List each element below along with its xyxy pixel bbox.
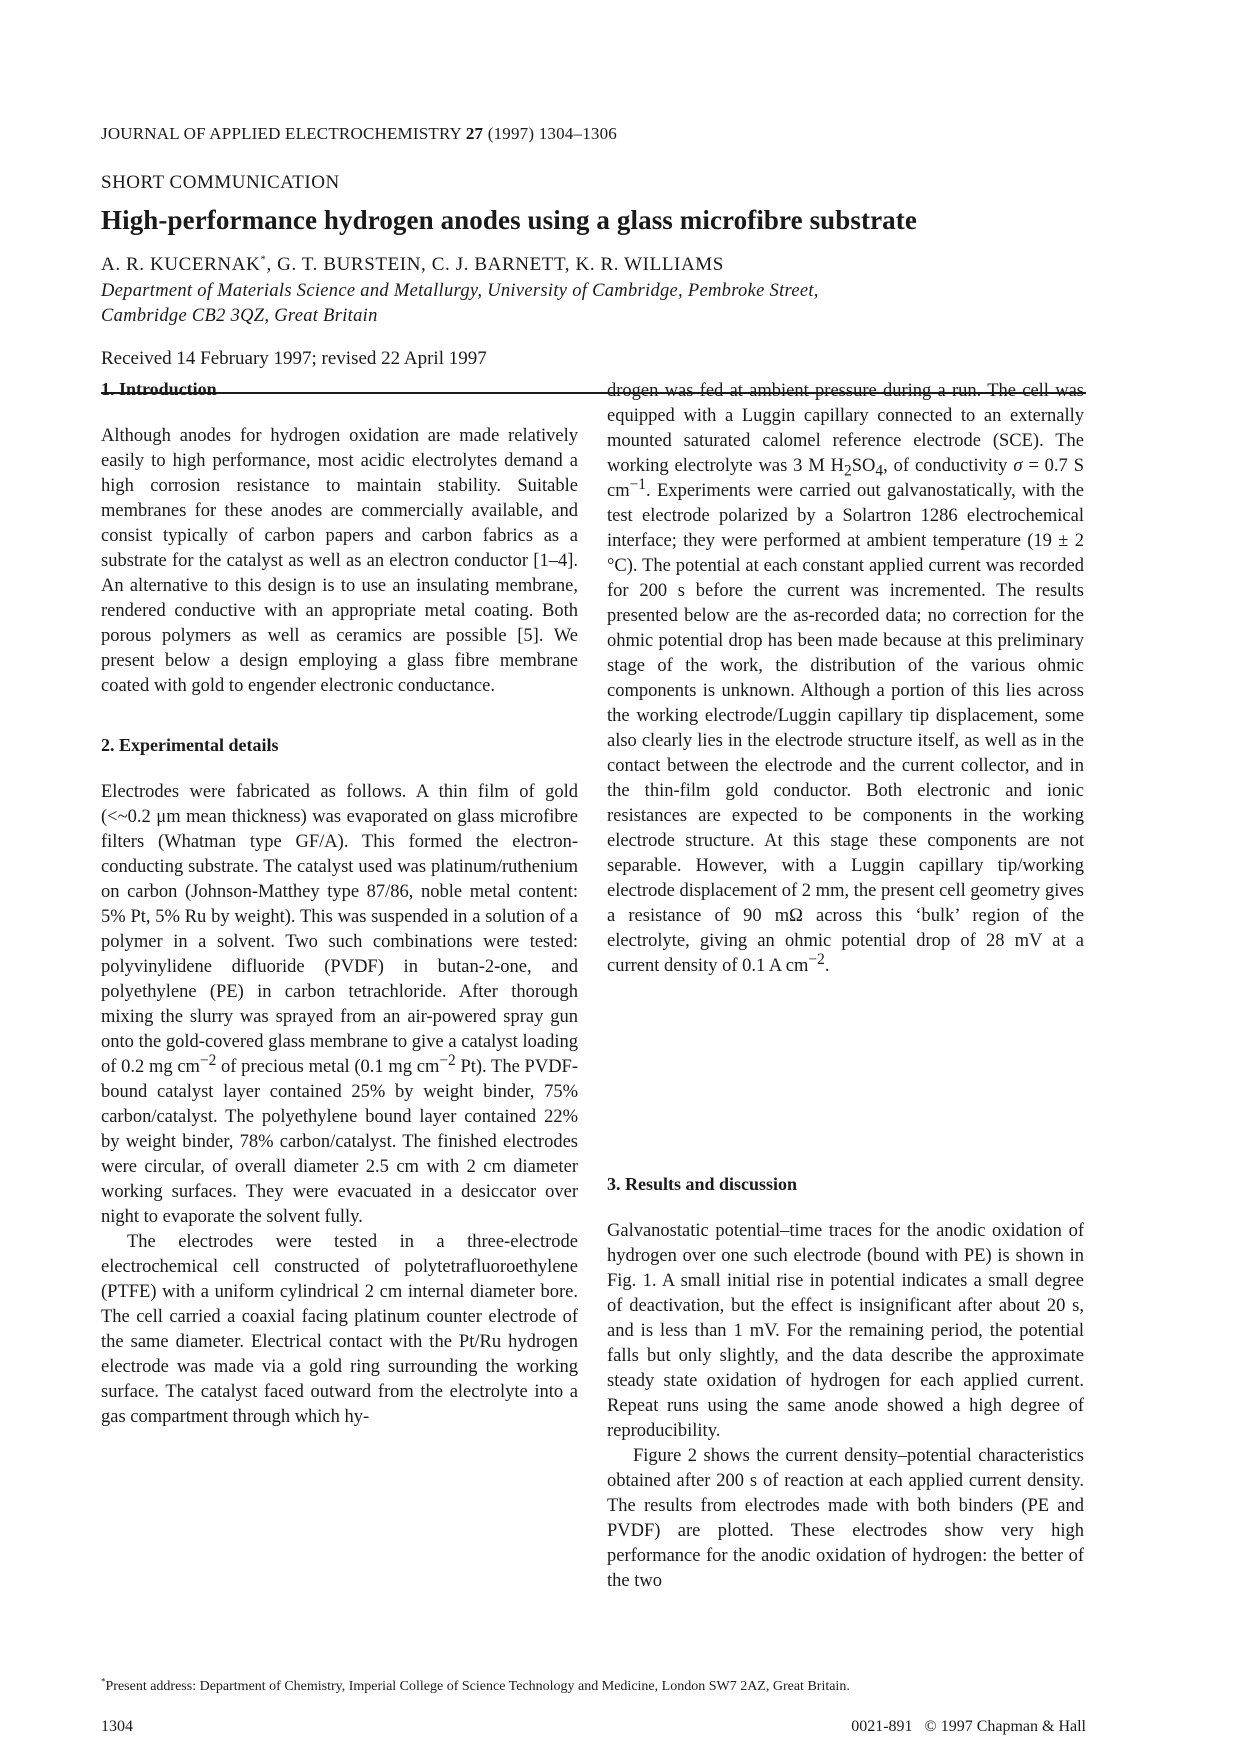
received-date: Received 14 February 1997; revised 22 April 1997 [101,348,487,369]
paragraph: Galvanostatic potential–time traces for the anodic oxidation of hydrogen over one such electrode (bound with PE) is shown in Fig. 1. A small initial rise in potential indicates a small degree of deactivation, but the effect is insignificant after about 20 s, and is less than 1 mV. For the remaining period, the potential falls but only slightly, and the data describe the approximate steady state oxidation of hydrogen for each applied current. Repeat runs using the same anode showed a high degree of reproducibility. [607,1221,1084,1441]
paragraph: Electrodes were fabricated as follows. A thin film of gold (<~0.2 μm mean thickness) was evaporated on glass microfibre filters (Whatman type GF/A). This formed the electron-conducting substrate. The catalyst used was platinum/ruthenium on carbon (Johnson-Matthey type 87/86, noble metal content: 5% Pt, 5% Ru by weight). This was suspended in a solution of a polymer in a solvent. Two such combinations were tested: polyvinylidene difluoride (PVDF) in butan-2-one, and polyethylene (PE) in carbon tetrachloride. After thorough mixing the slurry was sprayed from an air-powered spray gun onto the gold-covered glass membrane to give a catalyst loading of 0.2 mg $cm^{-2}$ of precious metal (0.1 mg $cm^{-2}$ Pt). The PVDF-bound catalyst layer contained 25% by weight binder, 75% carbon/catalyst. The polyethylene bound layer contained 22% by weight binder, 78% carbon/catalyst. The finished electrodes were circular, of overall diameter 2.5 cm with 2 cm diameter working surfaces. They were evacuated in a desiccator over night to evaporate the solvent fully. [101,782,578,1227]
journal-name: JOURNAL OF APPLIED ELECTROCHEMISTRY [101,124,462,143]
affiliation-line: Department of Materials Science and Metallurgy, University of Cambridge, Pembroke Street, [101,281,819,301]
copyright: 0021-891 © 1997 Chapman & Hall [851,1718,1086,1735]
page-number: 1304 [101,1718,133,1735]
footnote-mark: * [101,1676,106,1687]
journal-pages: (1997) 1304–1306 [487,124,617,143]
experimental-heading: 2. Experimental details [101,735,279,755]
first-author: A. R. KUCERNAK [101,254,261,275]
experimental-text-continued [607,379,1084,979]
experimental-text [101,780,578,1430]
affiliation [101,279,1001,329]
author-footnote-mark: * [260,253,267,266]
journal-header [101,124,617,144]
other-authors: , G. T. BURSTEIN, C. J. BARNETT, K. R. WILLIAMS [266,254,724,275]
paragraph: Although anodes for hydrogen oxidation are made relatively easily to high performance, most acidic electrolytes demand a high corrosion resistance to maintain stability. Suitable membranes for these anodes are commercially available, and consist typically of carbon papers and carbon fabrics as a substrate for the catalyst as well as an electron conductor [1–4]. An alternative to this design is to use an insulating membrane, rendered conductive with an appropriate metal coating. Both porous polymers as well as ceramics are possible [5]. We present below a design employing a glass fibre membrane coated with gold to engender electronic conductance. [101,426,578,696]
paragraph: drogen was fed at ambient pressure during a run. The cell was equipped with a Luggin capillary connected to an externally mounted saturated calomel reference electrode (SCE). The working electrolyte was 3 M $H_2SO_4$, of conductivity σ = 0.7 S $cm^{-1}$. Experiments were carried out galvanostatically, with the test electrode polarized by a Solartron 1286 electrochemical interface; they were performed at ambient temperature (19 ± 2 °C). The potential at each constant applied current was recorded for 200 s before the current was incremented. The results presented below are the as-recorded data; no correction for the ohmic potential drop has been made because at this preliminary stage of the work, the distribution of the various ohmic components is unknown. Although a portion of this lies across the working electrode/Luggin capillary tip displacement, some also clearly lies in the electrode structure itself, as well as in the contact between the electrode and the current collector, and in the thin-film gold conductor. Both electronic and ionic resistances are expected to be components in the working electrode structure. At this stage these components are not separable. However, with a Luggin capillary tip/working electrode displacement of 2 mm, the present cell geometry gives a resistance of 90 mΩ across this ‘bulk’ region of the electrolyte, giving an ohmic potential drop of 28 mV at a current density of 0.1 A $cm^{-2}$. [607,381,1084,976]
results-heading: 3. Results and discussion [607,1174,798,1194]
paper-title: High-performance hydrogen anodes using a glass microfibre substrate [101,205,917,235]
footnote-text: Present address: Department of Chemistry, Imperial College of Science Technology and Medicine, London SW7 2AZ, Great Britain. [105,1679,850,1694]
journal-volume: 27 [465,124,484,143]
paragraph: The electrodes were tested in a three-electrode electrochemical cell constructed of polytetrafluoroethylene (PTFE) with a uniform cylindrical 2 cm internal diameter bore. The cell carried a coaxial facing platinum counter electrode of the same diameter. Electrical contact with the Pt/Ru hydrogen electrode was made via a gold ring surrounding the working surface. The catalyst faced outward from the electrolyte into a gas compartment through which hy- [101,1232,578,1427]
section-type: SHORT COMMUNICATION [101,172,340,193]
footnote [101,1676,850,1695]
intro-paragraph [101,424,578,699]
intro-heading: 1. Introduction [101,379,217,399]
author-list [101,254,724,276]
affiliation-line: Cambridge CB2 3QZ, Great Britain [101,306,378,326]
paragraph: Figure 2 shows the current density–potential characteristics obtained after 200 s of reaction at each applied current density. The results from electrodes made with both binders (PE and PVDF) are plotted. These electrodes show very high performance for the anodic oxidation of hydrogen: the better of the two [607,1446,1084,1591]
results-text [607,1219,1084,1594]
